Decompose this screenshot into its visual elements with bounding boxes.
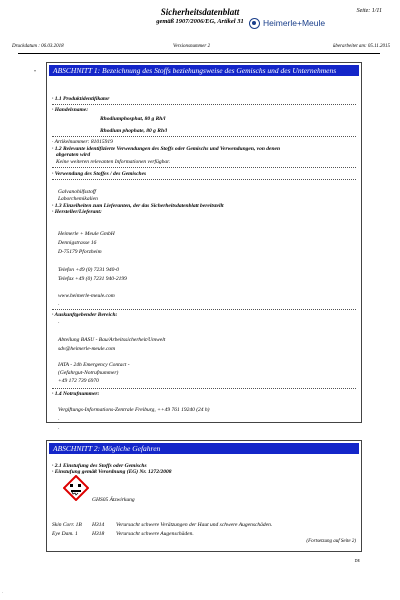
company-website: www.heimerle-meule.com bbox=[58, 293, 115, 299]
company-fax: Telefax +49 (0) 7231 940-2199 bbox=[58, 276, 127, 282]
header-divider bbox=[18, 53, 380, 54]
page-number: Seite: 1/11 bbox=[356, 8, 382, 14]
separator bbox=[52, 388, 356, 389]
bullet: · bbox=[58, 320, 60, 326]
change-marker: * bbox=[34, 69, 36, 74]
hazard-statement: Verursacht schwere Augenschäden. bbox=[116, 531, 194, 537]
document-subtitle: gemäß 1907/2006/EG, Artikel 31 bbox=[156, 18, 244, 25]
bullet: · bbox=[58, 426, 60, 432]
hazard-class: Eye Dam. 1 bbox=[52, 531, 78, 537]
supplier-details-heading: · 1.3 Einzelheiten zum Lieferanten, der das Sicherheitsdatenblatt bereitstellt bbox=[52, 203, 224, 209]
relevant-uses-heading-cont: abgeraten wird bbox=[56, 152, 91, 158]
print-date: Druckdatum : 06.03.2018 bbox=[12, 44, 64, 49]
info-department: Abteilung BASU - Bau/Arbeitssicherheit/Umwelt bbox=[58, 337, 166, 343]
info-department-label: · Auskunftgebender Bereich: bbox=[52, 312, 118, 318]
iata-contact-line2: (Gefahrgut-Notrufnummer) bbox=[58, 370, 119, 376]
hazard-code: H318 bbox=[92, 531, 105, 537]
continued-note: (Fortsetzung auf Seite 2) bbox=[306, 539, 356, 544]
bullet: · bbox=[2, 590, 4, 595]
hazard-code: H314 bbox=[92, 522, 105, 528]
separator bbox=[52, 136, 356, 137]
use-label: · Verwendung des Stoffes / des Gemisches bbox=[52, 171, 147, 177]
company-phone: Telefon +49 (0) 7231 940-0 bbox=[58, 267, 119, 273]
use-item: Galvanohilfsstoff bbox=[58, 189, 96, 195]
logo-text: Heimerle+Meule bbox=[263, 18, 326, 28]
language-mark: DE bbox=[354, 558, 360, 563]
logo-icon bbox=[249, 18, 260, 29]
iata-contact-line1: IATA - 24h Emergency Contact - bbox=[58, 362, 130, 368]
hazard-class: Skin Corr. 1B bbox=[52, 522, 82, 528]
use-item: Laborchemikalien bbox=[58, 196, 98, 202]
regulation-heading: · Einstufung gemäß Verordnung (EG) Nr. 1272/2008 bbox=[52, 469, 172, 475]
version-number: Versionsnummer 2 bbox=[173, 44, 211, 49]
manufacturer-label: · Hersteller/Lieferant: bbox=[52, 209, 102, 215]
company-logo bbox=[249, 18, 359, 30]
separator bbox=[52, 309, 356, 310]
document-title: Sicherheitsdatenblatt bbox=[160, 7, 240, 17]
ghs-label: GHS05 Ätzwirkung bbox=[92, 497, 135, 503]
hazard-statement: Verursacht schwere Verätzungen der Haut und schwere Augenschäden. bbox=[116, 522, 273, 528]
iata-contact-line3: +49 172 739 6970 bbox=[58, 378, 99, 384]
ghs05-corrosion-icon bbox=[63, 475, 89, 501]
contact-email: sdv@heimerle-meule.com bbox=[58, 346, 116, 352]
relevant-uses-heading: · 1.2 Relevante identifizierte Verwendungen des Stoffs oder Gemischs und Verwendungen, von denen bbox=[52, 146, 281, 152]
trade-name-label: · Handelsname: bbox=[52, 107, 89, 113]
relevant-uses-text: Keine weiteren relevanten Informationen verfügbar. bbox=[56, 159, 170, 165]
separator bbox=[52, 167, 356, 168]
section-1-title: ABSCHNITT 1: Bezeichnung des Stoffs beziehungsweise des Gemischs und des Unternehmens bbox=[49, 65, 359, 76]
product-identifier-label: · 1.1 Produktidentifikator bbox=[52, 96, 110, 102]
section-2-title: ABSCHNITT 2: Mögliche Gefahren bbox=[49, 443, 359, 454]
separator bbox=[52, 179, 356, 180]
trade-name-de: Rhodiumphosphat, 80 g Rh/l bbox=[100, 116, 166, 122]
company-name: Heimerle + Meule GmbH bbox=[58, 231, 115, 237]
classification-heading: · 2.1 Einstufung des Stoffs oder Gemischs bbox=[52, 463, 147, 469]
emergency-number-text: Vergiftungs-Informations-Zentrale Freiburg, ++49 761 19240 (24 h) bbox=[58, 407, 210, 413]
article-number: · Artikelnummer: 81015919 bbox=[52, 139, 113, 145]
header-meta-row bbox=[8, 44, 392, 52]
company-street: Dennigstrasse 16 bbox=[58, 240, 97, 246]
separator bbox=[52, 104, 356, 105]
bullet: · bbox=[58, 302, 60, 308]
trade-name-en: Rhodium phophate, 80 g Rh/l bbox=[100, 128, 168, 134]
bullet: · bbox=[58, 417, 60, 423]
revision-date: überarbeitet am: 05.11.2015 bbox=[332, 44, 390, 49]
emergency-number-label: · 1.4 Notrufnummer: bbox=[52, 391, 100, 397]
company-city: D-75179 Pforzheim bbox=[58, 249, 102, 255]
